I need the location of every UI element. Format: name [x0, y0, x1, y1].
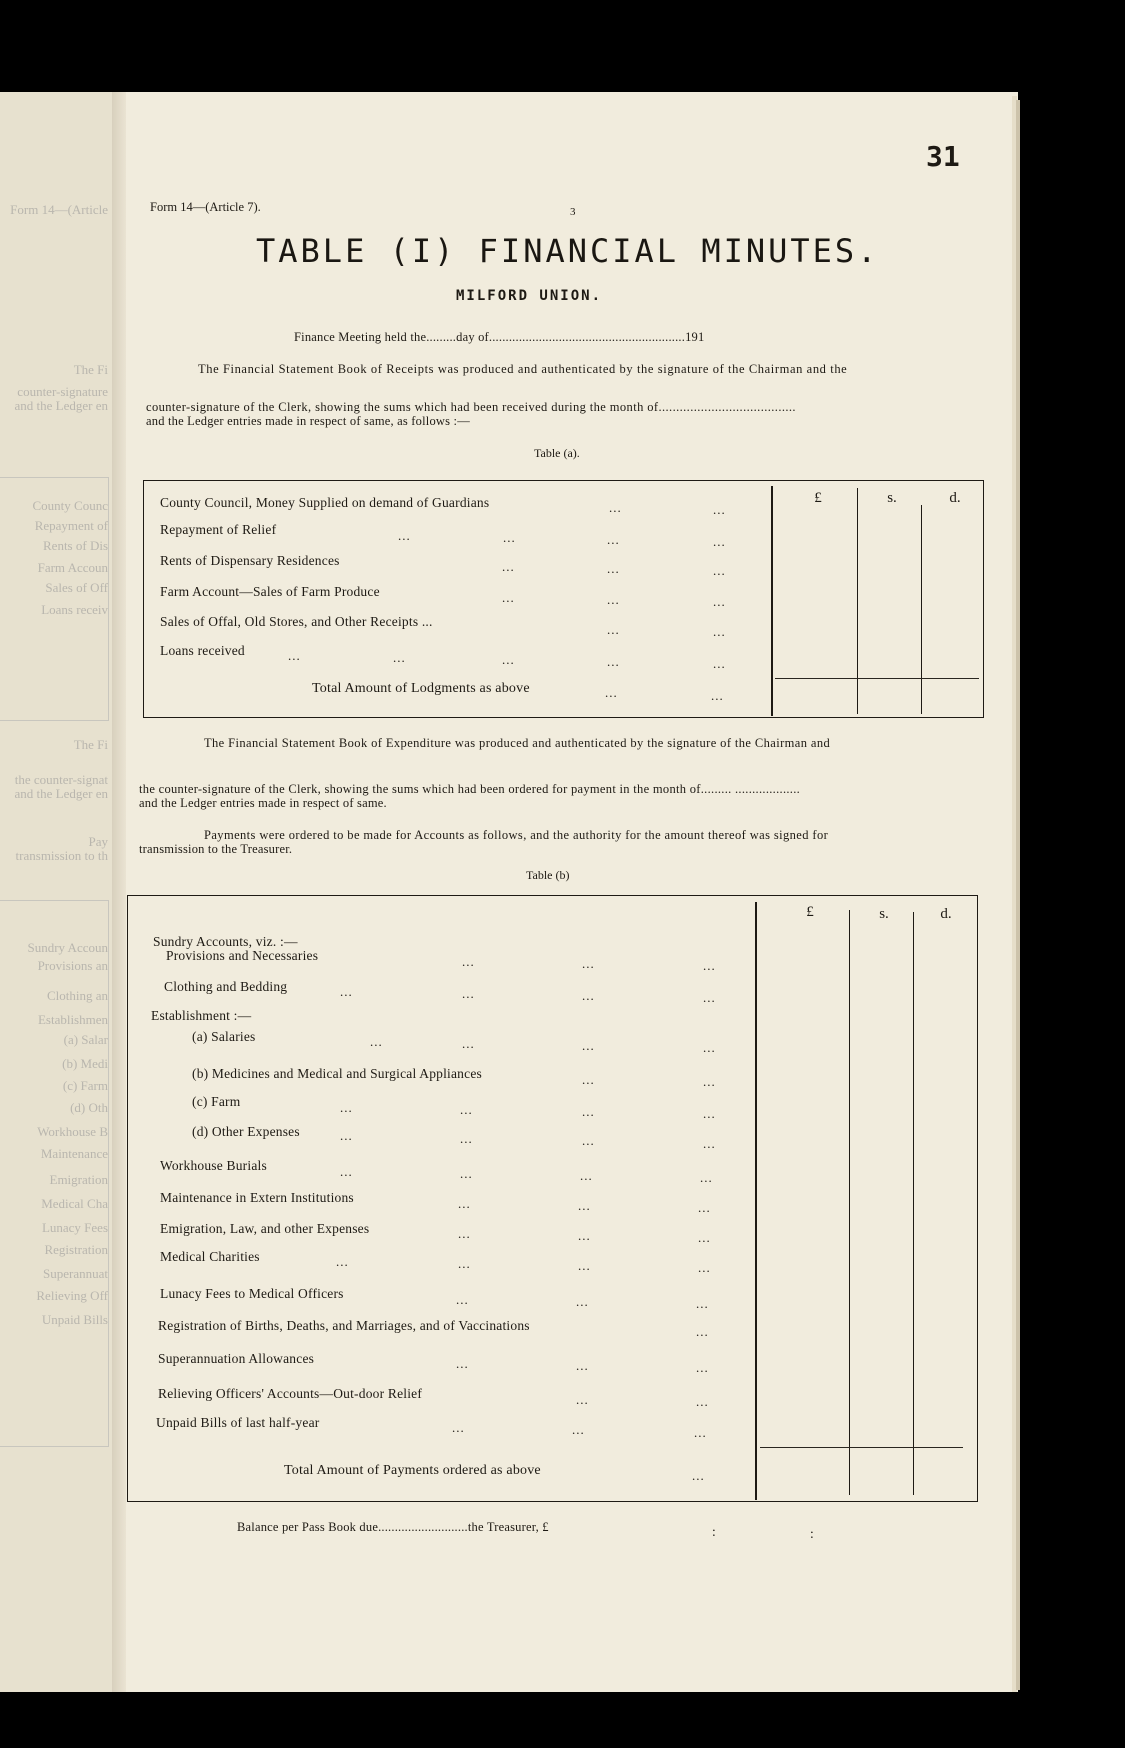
- left-ghost-line: The Fi: [73, 737, 108, 752]
- left-ghost-line: Relieving Off: [36, 1288, 108, 1303]
- left-ghost-line: Provisions an: [37, 958, 108, 973]
- table-a-row-dots: ...: [288, 648, 301, 663]
- left-ghost-line: (b) Medi: [62, 1056, 108, 1071]
- expenditure-paragraph-line-1: The Financial Statement Book of Expenditure was produced and authenticated by the signature of the Chairman and: [204, 736, 831, 750]
- left-ghost-line: Pay: [88, 834, 108, 849]
- table-a-row-label: Loans received: [160, 643, 245, 658]
- table-b-row-dots: ...: [698, 1230, 711, 1245]
- table-b-row-dots: ...: [340, 1128, 353, 1143]
- left-ghost-line: Loans receiv: [41, 602, 108, 617]
- table-a-header-pounds: £: [814, 490, 822, 506]
- expenditure-paragraph-line-2: the counter-signature of the Clerk, showing the sums which had been ordered for payment in the month of......... ...................: [139, 782, 801, 796]
- table-b-row-dots: ...: [340, 1164, 353, 1179]
- table-b-row-dots: ...: [703, 1106, 716, 1121]
- table-b-row-dots: ...: [703, 990, 716, 1005]
- table-b-row-dots: ...: [460, 1166, 473, 1181]
- table-a-row-dots: ...: [609, 500, 622, 515]
- table-b-total-rule: [760, 1447, 963, 1448]
- form-reference: Form 14—(Article 7).: [150, 200, 261, 214]
- balance-sep-pence: :: [810, 1526, 814, 1541]
- table-a-total-rule: [775, 678, 979, 679]
- table-b-row-dots: ...: [696, 1296, 709, 1311]
- left-ghost-line: Sales of Off: [45, 580, 108, 595]
- table-b-row-dots: ...: [582, 1133, 595, 1148]
- table-b-row-dots: ...: [580, 1168, 593, 1183]
- table-a-col-sep-2: [921, 505, 922, 714]
- table-b-row-dots: ...: [578, 1228, 591, 1243]
- table-a-row-dots: ...: [607, 592, 620, 607]
- table-b-col-sep-1: [849, 910, 850, 1495]
- table-b-row-dots: ...: [582, 1104, 595, 1119]
- table-b-row-dots: ...: [576, 1392, 589, 1407]
- table-b-row-dots: ...: [462, 986, 475, 1001]
- left-ghost-line: (d) Oth: [70, 1100, 108, 1115]
- table-a-total-label: Total Amount of Lodgments as above: [312, 681, 530, 696]
- table-b-row-label: Superannuation Allowances: [158, 1351, 315, 1366]
- small-mark: 3: [570, 206, 576, 218]
- left-ghost-line: Repayment of: [34, 518, 108, 533]
- table-a-row-label: Repayment of Relief: [160, 522, 277, 537]
- table-b-row-label: Medical Charities: [160, 1249, 260, 1264]
- table-a-total-dots: ...: [711, 688, 724, 703]
- left-ghost-line: Unpaid Bills: [41, 1312, 108, 1327]
- table-b-row-label: (d) Other Expenses: [192, 1124, 300, 1139]
- table-b-row-label: Lunacy Fees to Medical Officers: [160, 1286, 344, 1301]
- table-a-row-dots: ...: [398, 528, 411, 543]
- left-ghost-line: transmission to th: [15, 848, 108, 863]
- receipts-paragraph-line-2: counter-signature of the Clerk, showing the sums which had been received during the month of.......................................: [146, 400, 796, 414]
- table-b-col-sep-2: [913, 912, 914, 1495]
- left-ghost-line: (a) Salar: [63, 1032, 108, 1047]
- table-b-row-dots: ...: [460, 1131, 473, 1146]
- table-b-header-pence: d.: [940, 906, 952, 922]
- table-b-row-label: Emigration, Law, and other Expenses: [160, 1221, 370, 1236]
- left-ghost-line: Registration: [44, 1242, 108, 1257]
- table-a-row-dots: ...: [713, 502, 726, 517]
- table-a-row-label: Rents of Dispensary Residences: [160, 553, 340, 568]
- table-b-row-dots: ...: [456, 1356, 469, 1371]
- table-b-row-dots: ...: [340, 984, 353, 999]
- table-b-row-dots: ...: [460, 1102, 473, 1117]
- left-ghost-line: Form 14—(Article: [10, 202, 108, 217]
- table-b-row-dots: ...: [703, 1136, 716, 1151]
- receipts-paragraph-line-1: The Financial Statement Book of Receipts was produced and authenticated by the signature of the Chairman and the: [198, 362, 848, 376]
- table-b-label: Table (b): [526, 868, 570, 882]
- table-a-row-dots: ...: [607, 654, 620, 669]
- table-a-row-dots: ...: [607, 532, 620, 547]
- table-b-row-dots: ...: [340, 1100, 353, 1115]
- balance-line: Balance per Pass Book due...........................the Treasurer, £: [237, 1520, 549, 1534]
- table-a-row-dots: ...: [607, 622, 620, 637]
- table-b-row-dots: ...: [572, 1422, 585, 1437]
- expenditure-paragraph-line-3: and the Ledger entries made in respect of same.: [139, 796, 387, 810]
- table-b-row-dots: ...: [582, 988, 595, 1003]
- left-ghost-line: Rents of Dis: [43, 538, 108, 553]
- table-b-row-dots: ...: [578, 1258, 591, 1273]
- table-b-row-label: (b) Medicines and Medical and Surgical Appliances: [192, 1066, 482, 1081]
- table-b-row-dots: ...: [694, 1425, 707, 1440]
- table-a-row-dots: ...: [713, 534, 726, 549]
- table-b-row-dots: ...: [452, 1420, 465, 1435]
- left-ghost-line: the counter-signat: [14, 772, 108, 787]
- table-b-row-label: (a) Salaries: [192, 1029, 256, 1044]
- table-a-row-dots: ...: [502, 559, 515, 574]
- table-b-row-label: Maintenance in Extern Institutions: [160, 1190, 354, 1205]
- table-b-row-dots: ...: [462, 954, 475, 969]
- table-a-col-sep-1: [857, 488, 858, 714]
- table-a-row-dots: ...: [607, 561, 620, 576]
- table-a-row-dots: ...: [503, 530, 516, 545]
- table-b-row-dots: ...: [698, 1200, 711, 1215]
- left-ghost-line: Farm Accoun: [37, 560, 108, 575]
- table-a-header-shillings: s.: [887, 490, 897, 506]
- table-b-row-label: Establishment :—: [151, 1008, 252, 1023]
- table-b-row-dots: ...: [578, 1198, 591, 1213]
- table-b-row-label: Relieving Officers' Accounts—Out-door Relief: [158, 1386, 423, 1401]
- table-a-row-label: County Council, Money Supplied on demand of Guardians: [160, 495, 490, 510]
- payments-paragraph-line-2: transmission to the Treasurer.: [139, 842, 293, 856]
- table-b-row-dots: ...: [696, 1394, 709, 1409]
- page-edge-shadow: [1016, 100, 1020, 1690]
- table-b-header-shillings: s.: [879, 906, 889, 922]
- table-b-row-dots: ...: [700, 1170, 713, 1185]
- table-a-money-divider: [771, 486, 773, 716]
- table-a-row-dots: ...: [713, 594, 726, 609]
- table-b-row-dots: ...: [703, 1074, 716, 1089]
- left-ghost-line: and the Ledger en: [14, 398, 108, 413]
- table-a-row-dots: ...: [393, 650, 406, 665]
- left-ghost-line: Sundry Accoun: [27, 940, 108, 955]
- table-a-row-dots: ...: [713, 624, 726, 639]
- table-b-header-pounds: £: [806, 904, 814, 920]
- table-b-row-label: Workhouse Burials: [160, 1158, 267, 1173]
- table-a-row-dots: ...: [502, 652, 515, 667]
- left-facing-page: [0, 92, 118, 1692]
- table-b-money-divider: [755, 902, 757, 1500]
- table-a-row-label: Farm Account—Sales of Farm Produce: [160, 584, 380, 599]
- table-a-total-dots: ...: [605, 685, 618, 700]
- left-ghost-line: Superannuat: [43, 1266, 108, 1281]
- table-b-row-dots: ...: [582, 1072, 595, 1087]
- left-ghost-line: (c) Farm: [62, 1078, 108, 1093]
- table-b-row-dots: ...: [576, 1358, 589, 1373]
- union-name: MILFORD UNION.: [456, 288, 603, 304]
- table-b-row-dots: ...: [703, 958, 716, 973]
- table-a-row-dots: ...: [713, 563, 726, 578]
- table-b-row-dots: ...: [458, 1196, 471, 1211]
- balance-sep-shillings: :: [712, 1524, 716, 1539]
- table-b-row-label: Clothing and Bedding: [164, 979, 288, 994]
- left-ghost-line: counter-signature: [17, 384, 108, 399]
- table-a-row-dots: ...: [502, 590, 515, 605]
- table-b-row-dots: ...: [582, 956, 595, 971]
- table-a-header-pence: d.: [949, 490, 961, 506]
- table-a-row-label: Sales of Offal, Old Stores, and Other Receipts ...: [160, 614, 433, 629]
- table-b-row-label: Registration of Births, Deaths, and Marriages, and of Vaccinations: [158, 1318, 530, 1333]
- page-title: TABLE (I) FINANCIAL MINUTES.: [256, 232, 880, 270]
- table-b-row-dots: ...: [703, 1040, 716, 1055]
- table-a-row-dots: ...: [713, 656, 726, 671]
- left-ghost-line: Workhouse B: [37, 1124, 108, 1139]
- payments-paragraph-line-1: Payments were ordered to be made for Accounts as follows, and the authority for the amount thereof was signed for: [204, 828, 829, 842]
- table-b-row-dots: ...: [370, 1034, 383, 1049]
- table-b-total-label: Total Amount of Payments ordered as above: [284, 1463, 541, 1478]
- table-a-label: Table (a).: [534, 446, 580, 460]
- left-ghost-line: and the Ledger en: [14, 786, 108, 801]
- table-b-row-dots: ...: [458, 1226, 471, 1241]
- table-b-row-label: Sundry Accounts, viz. :—: [153, 934, 298, 949]
- receipts-paragraph-line-3: and the Ledger entries made in respect of same, as follows :—: [146, 414, 470, 428]
- table-b-row-dots: ...: [696, 1324, 709, 1339]
- table-b-row-label: Provisions and Necessaries: [166, 948, 319, 963]
- left-ghost-line: Establishmen: [37, 1012, 108, 1027]
- table-b-row-dots: ...: [462, 1036, 475, 1051]
- left-ghost-line: The Fi: [73, 362, 108, 377]
- left-ghost-line: Lunacy Fees: [41, 1220, 108, 1235]
- left-ghost-line: Medical Cha: [41, 1196, 108, 1211]
- left-ghost-line: Clothing an: [46, 988, 108, 1003]
- meeting-line: Finance Meeting held the.........day of...........................................................191: [294, 330, 705, 344]
- table-b-total-dots: ...: [692, 1468, 705, 1483]
- table-b-row-dots: ...: [698, 1260, 711, 1275]
- left-ghost-line: County Counc: [32, 498, 108, 513]
- table-b-row-dots: ...: [336, 1254, 349, 1269]
- table-b-row-dots: ...: [458, 1256, 471, 1271]
- left-ghost-line: Maintenance: [40, 1146, 108, 1161]
- left-ghost-line: Emigration: [49, 1172, 108, 1187]
- page-number: 31: [926, 140, 960, 173]
- table-b-row-dots: ...: [576, 1294, 589, 1309]
- table-b-row-label: Unpaid Bills of last half-year: [156, 1415, 320, 1430]
- table-b-row-dots: ...: [696, 1360, 709, 1375]
- table-b-row-dots: ...: [456, 1292, 469, 1307]
- table-b-row-label: (c) Farm: [192, 1094, 241, 1109]
- table-b-row-dots: ...: [582, 1038, 595, 1053]
